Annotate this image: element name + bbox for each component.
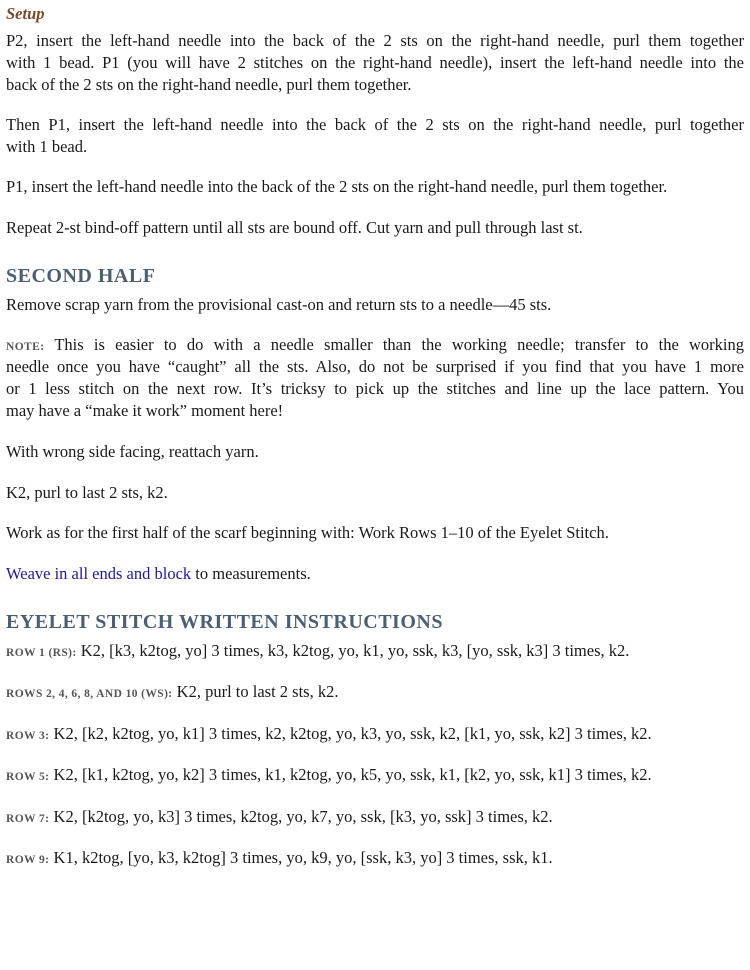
eyelet-row-5: [6, 764, 652, 788]
setup-paragraph-2-line-2: with 1 bead.: [6, 137, 88, 156]
row-label: ROWS 2, 4, 6, 8, AND 10 (WS):: [6, 688, 173, 700]
weave-rest: to measurements.: [191, 564, 311, 583]
second-half-heading: SECOND HALF: [6, 265, 156, 287]
note-line-1: [6, 334, 744, 358]
second-half-paragraph-2: With wrong side facing, reattach yarn.: [6, 442, 259, 461]
row-label: ROW 5:: [6, 771, 50, 783]
weave-link[interactable]: Weave in all ends and block: [6, 564, 192, 583]
setup-paragraph-2-line-1: Then P1, insert the left-hand needle into the back of the 2 sts on the right-hand needle, purl together: [6, 115, 744, 134]
setup-heading: Setup: [6, 4, 45, 23]
eyelet-rows-even: [6, 681, 338, 705]
row-text: K2, purl to last 2 sts, k2.: [172, 682, 339, 701]
row-text: K2, [k2tog, yo, k3] 3 times, k2tog, yo, k7, yo, ssk, [k3, yo, ssk] 3 times, k2.: [49, 807, 553, 826]
setup-paragraph-1-line-1: P2, insert the left-hand needle into the back of the 2 sts on the right-hand needle, purl them together: [6, 31, 744, 50]
row-text: K2, [k1, k2tog, yo, k2] 3 times, k1, k2tog, yo, k5, yo, ssk, k1, [k2, yo, ssk, k1] 3 times, k2.: [49, 765, 652, 784]
eyelet-heading: EYELET STITCH WRITTEN INSTRUCTIONS: [6, 611, 443, 633]
note-line-3: or 1 less stitch on the next row. It’s tricksy to pick up the stitches and line up the lace pattern. You: [6, 379, 744, 398]
note-line-2: needle once you have “caught” all the sts. Also, do not be surprised if you find that you have 1 more: [6, 357, 744, 376]
row-text: K2, [k3, k2tog, yo] 3 times, k3, k2tog, yo, k1, yo, ssk, k3, [yo, ssk, k3] 3 times, k2.: [76, 641, 630, 660]
second-half-paragraph-4: Work as for the first half of the scarf beginning with: Work Rows 1–10 of the Eyelet Stitch.: [6, 523, 609, 542]
row-label: ROW 9:: [6, 854, 50, 866]
second-half-paragraph-1: Remove scrap yarn from the provisional cast-on and return sts to a needle—45 sts.: [6, 295, 552, 314]
note-text-1: This is easier to do with a needle smaller than the working needle; transfer to the working: [44, 335, 744, 354]
row-text: K2, [k2, k2tog, yo, k1] 3 times, k2, k2tog, yo, k3, yo, ssk, k2, [k1, yo, ssk, k2] 3 times, k2.: [49, 724, 652, 743]
setup-paragraph-1-line-2: with 1 bead. P1 (you will have 2 stitches on the right-hand needle), insert the left-hand needle into the: [6, 53, 744, 72]
setup-paragraph-3: P1, insert the left-hand needle into the back of the 2 sts on the right-hand needle, purl them together.: [6, 177, 668, 196]
setup-paragraph-4: Repeat 2-st bind-off pattern until all sts are bound off. Cut yarn and pull through last st.: [6, 218, 583, 237]
eyelet-row-9: [6, 847, 553, 871]
weave-paragraph: [6, 563, 311, 585]
eyelet-row-1: [6, 640, 629, 664]
row-label: ROW 1 (RS):: [6, 647, 77, 659]
eyelet-row-3: [6, 723, 652, 747]
note-line-4: may have a “make it work” moment here!: [6, 401, 284, 420]
note-label: NOTE:: [6, 341, 45, 353]
row-label: ROW 7:: [6, 813, 50, 825]
row-text: K1, k2tog, [yo, k3, k2tog] 3 times, yo, k9, yo, [ssk, k3, yo] 3 times, ssk, k1.: [49, 848, 553, 867]
setup-paragraph-1-line-3: back of the 2 sts on the right-hand needle, purl them together.: [6, 75, 412, 94]
second-half-paragraph-3: K2, purl to last 2 sts, k2.: [6, 483, 168, 502]
row-label: ROW 3:: [6, 730, 50, 742]
eyelet-row-7: [6, 806, 553, 830]
